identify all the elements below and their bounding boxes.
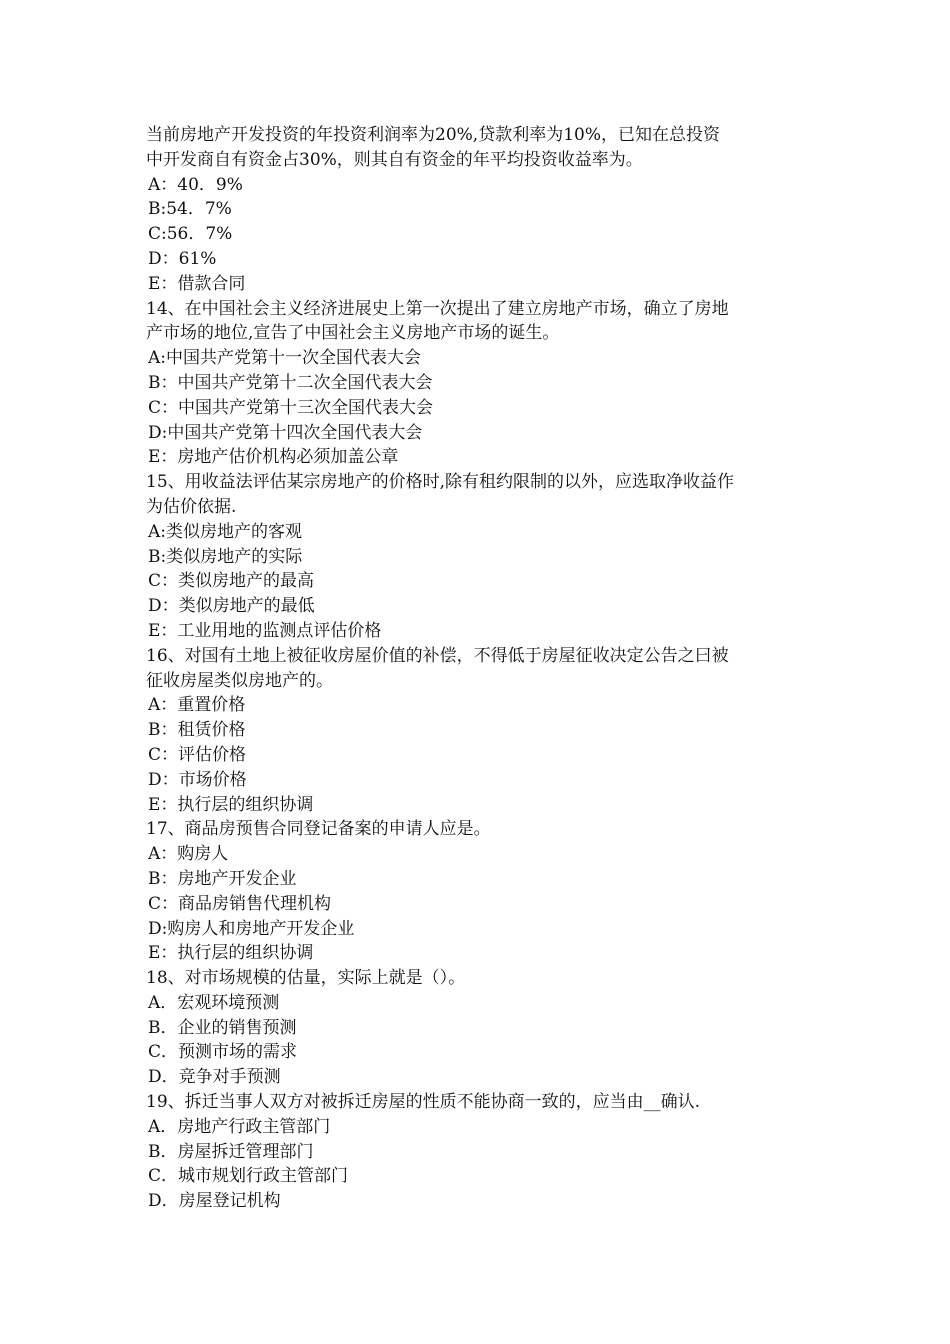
option-line: C：评估价格 [148,744,247,765]
option-line: D:中国共产党第十四次全国代表大会 [148,422,423,443]
option-line: A：40．9% [148,174,243,195]
option-line: D：市场价格 [148,769,247,790]
question-line: 为估价依据. [146,496,237,517]
question-line: 征收房屋类似房地产的。 [146,670,333,691]
option-line: A:中国共产党第十一次全国代表大会 [148,348,422,369]
option-line: D．房屋登记机构 [148,1191,281,1212]
option-line: B：中国共产党第十二次全国代表大会 [148,372,433,393]
document-page [146,123,810,1214]
question-line: 产市场的地位,宣告了中国社会主义房地产市场的诞生。 [146,323,560,344]
option-line: C．城市规划行政主管部门 [148,1166,349,1187]
option-line: C：中国共产党第十三次全国代表大会 [148,397,434,418]
option-line: E：借款合同 [148,273,246,294]
question-line: 17、商品房预售合同登记备案的申请人应是。 [146,819,491,840]
option-line: B：租赁价格 [148,720,246,741]
question-line: 16、对国有土地上被征收房屋价值的补偿，不得低于房屋征收决定公告之曰被 [146,645,729,666]
option-line: B．房屋拆迁管理部门 [148,1141,314,1162]
question-line: 19、拆迁当事人双方对被拆迁房屋的性质不能协商一致的，应当由__确认. [146,1092,701,1113]
option-line: A：购房人 [148,844,229,865]
option-line: C：类似房地产的最高 [148,571,315,592]
option-line: B:54．7% [148,199,232,220]
option-line: C:56．7% [148,224,233,245]
option-line: A：重置价格 [148,695,246,716]
question-line: 当前房地产开发投资的年投资利润率为20%,贷款利率为10%，已知在总投资 [146,125,720,145]
option-line: B．企业的销售预测 [148,1017,297,1038]
option-line: D：61% [148,248,217,269]
option-line: C．预测市场的需求 [148,1042,298,1063]
option-line: E：房地产估价机构必须加盖公章 [148,447,399,468]
option-line: A:类似房地产的客观 [148,521,303,542]
option-line: E：工业用地的监测点评估价格 [148,620,382,641]
option-line: B:类似房地产的实际 [148,546,303,567]
question-line: 18、对市场规模的估量，实际上就是（）。 [146,968,466,989]
option-line: E：执行层的组织协调 [148,794,314,815]
question-line: 15、用收益法评估某宗房地产的价格时,除有租约限制的以外，应选取净收益作 [146,472,735,493]
option-line: D．竞争对手预测 [148,1067,281,1088]
question-line: 14、在中国社会主义经济进展史上第一次提出了建立房地产市场，确立了房地 [146,298,729,319]
option-line: A．宏观环境预测 [148,992,280,1013]
option-line: D：类似房地产的最低 [148,596,315,617]
option-line: D:购房人和房地产开发企业 [148,918,355,939]
option-line: A．房地产行政主管部门 [148,1116,331,1137]
option-line: E：执行层的组织协调 [148,943,314,964]
question-line: 中开发商自有资金占30%，则其自有资金的年平均投资收益率为。 [146,149,643,170]
option-line: B：房地产开发企业 [148,868,297,889]
option-line: C：商品房销售代理机构 [148,893,332,914]
